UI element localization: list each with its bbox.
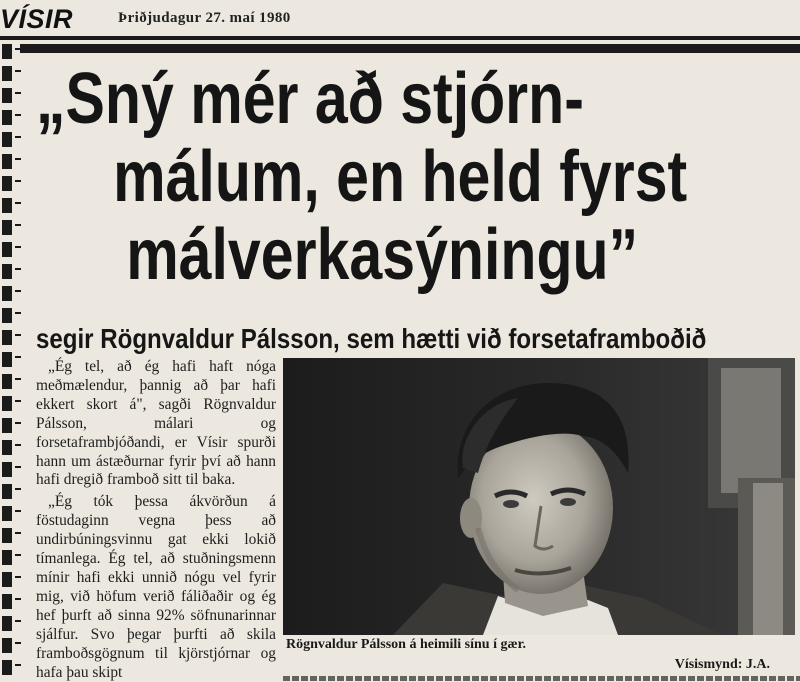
headline-line-3: málverkasýningu” (126, 215, 639, 295)
article-paragraph-1: „Ég tel, að ég hafi haft nóga meðmælendur, þannig að þar hafi ekkert skort á", sagði Rögnvaldur Pálsson, málari og forsetaframbjóðandi, er Vísir spurði hann um ástæðurnar fyrir því að hann hafi dregið framboð sitt til baka. (36, 358, 276, 489)
next-column-text-cut (283, 676, 800, 681)
article-paragraph-2: „Ég tók þessa ákvörðun á föstudaginn vegna þess að undirbúningsvinnu gat ekki lokið tímanlega. Ég tel, að stuðningsmenn mínir hafi ekki unnið nógu vel fyrir mig, við höfum verið fáliðaðir og ég hef þurft að sinna 92% söfnunarinnar sjálfur. Svo þegar þurfti að skila framboðsgögnum til kjörstjórnar og hafa þau skipt (36, 493, 276, 681)
masthead-name: VÍSIR (0, 4, 74, 34)
article-subheadline: segir Rögnvaldur Pálsson, sem hætti við forsetaframboðið (36, 323, 707, 354)
masthead-date: Þriðjudagur 27. maí 1980 (118, 10, 291, 26)
portrait-photo-image (283, 358, 795, 635)
frame-top-border (20, 44, 800, 53)
photo-credit: Vísismynd: J.A. (674, 657, 770, 672)
portrait-photo (283, 358, 795, 635)
photo-caption: Rögnvaldur Pálsson á heimili sínu í gær. (286, 637, 527, 652)
masthead-rule (0, 36, 800, 40)
headline-line-2: málum, en held fyrst (113, 137, 688, 217)
article-body (36, 358, 276, 682)
frame-left-border (2, 44, 12, 681)
frame-left-border-inner (15, 44, 21, 681)
headline-line-1: „Sný mér að stjórn- (36, 59, 584, 139)
article-headline (36, 59, 688, 295)
